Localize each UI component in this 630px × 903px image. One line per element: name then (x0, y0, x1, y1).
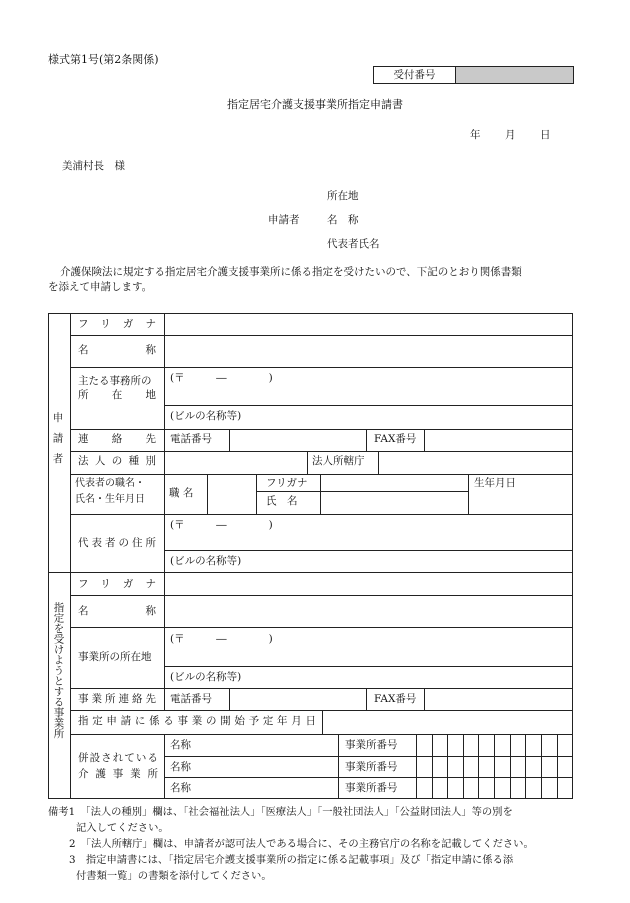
name-label: 名称 (78, 344, 156, 356)
attached-label-2: 介護事業所 (78, 768, 158, 780)
attached-label-1: 併設されている (78, 752, 158, 764)
note-1-line-1: 備考1 「法人の種別」欄は、「社会福祉法人」「医療法人」「一般社団法人」「公益財団法人」等の別を (48, 806, 513, 818)
note-2: 2 「法人所轄庁」欄は、申請者が認可法人である場合に、その主務官庁の名称を記載してください。 (69, 838, 534, 850)
facility-address-label: 事業所の所在地 (78, 651, 152, 663)
attached-row-2-name-label: 名称 (170, 761, 191, 773)
intro-text-line1: 介護保険法に規定する指定居宅介護支援事業所に係る指定を受けたいので、下記のとおり関係書類 (60, 266, 522, 278)
furigana-label: フリガナ (78, 318, 156, 330)
date-day-label: 日 (540, 129, 551, 141)
birthdate-label: 生年月日 (474, 477, 516, 489)
facility-section-label: 指定を受けようとする事業所 (52, 602, 65, 739)
contact-label: 連絡先 (78, 433, 156, 445)
facility-postal: (〒 ― ) (170, 633, 273, 645)
fax-label: FAX番号 (374, 433, 417, 445)
facility-phone-label: 電話番号 (170, 693, 212, 705)
facility-contact-label: 事業所連絡先 (78, 693, 156, 705)
phone-label: 電話番号 (170, 433, 212, 445)
facility-furigana-label: フリガナ (78, 578, 156, 590)
note-3-line-2: 付書類一覧」の書類を添付してください。 (76, 870, 272, 882)
date-year-label: 年 (470, 129, 481, 141)
main-office-label-1: 主たる事務所の (78, 375, 152, 387)
main-office-postal: (〒 ― ) (170, 372, 273, 384)
facility-name-label: 名称 (78, 605, 156, 617)
facility-building: (ビルの名称等) (170, 671, 242, 683)
intro-text-line2: を添えて申請します。 (48, 281, 153, 293)
rep-address-postal: (〒 ― ) (170, 519, 273, 531)
applicant-section-label: 申請者 (51, 412, 64, 474)
form-number: 様式第1号(第2条関係) (48, 53, 159, 66)
note-1-line-2: 記入してください。 (76, 822, 169, 834)
attached-row-1-number-label: 事業所番号 (345, 739, 398, 751)
attached-row-1-name-label: 名称 (170, 739, 191, 751)
rep-name-label: 氏 名 (266, 495, 298, 507)
applicant-label: 申請者 (268, 214, 300, 226)
corp-authority-label: 法人所轄庁 (312, 455, 365, 467)
corp-type-label: 法人の種別 (78, 455, 156, 467)
attached-row-2-number-label: 事業所番号 (345, 761, 398, 773)
start-date-label: 指定申請に係る事業の開始予定年月日 (78, 715, 316, 727)
addressee: 美浦村長 様 (62, 160, 125, 172)
job-title-label: 職 名 (169, 487, 194, 499)
date-month-label: 月 (505, 129, 516, 141)
reception-number-field[interactable] (456, 67, 573, 83)
main-office-label-2: 所在地 (78, 389, 156, 401)
reception-number-box (373, 66, 574, 84)
rep-address-building: (ビルの名称等) (170, 555, 242, 567)
applicant-name-label: 名 称 (327, 214, 359, 226)
rep-title-label-2: 氏名・生年月日 (75, 494, 145, 505)
attached-row-3-number-label: 事業所番号 (345, 782, 398, 794)
page-title: 指定居宅介護支援事業所指定申請書 (227, 98, 403, 111)
rep-furigana-label: フリガナ (266, 477, 308, 489)
rep-title-label-1: 代表者の職名・ (75, 478, 145, 489)
main-office-building: (ビルの名称等) (170, 410, 242, 422)
note-3-line-1: 3 指定申請書には、「指定居宅介護支援事業所の指定に係る記載事項」及び「指定申請に係る添 (69, 854, 514, 866)
applicant-representative-label: 代表者氏名 (327, 238, 380, 250)
rep-address-label: 代表者の住所 (78, 537, 156, 549)
attached-row-3-name-label: 名称 (170, 782, 191, 794)
facility-fax-label: FAX番号 (374, 693, 417, 705)
applicant-address-label: 所在地 (327, 190, 359, 202)
reception-number-label: 受付番号 (374, 67, 456, 83)
